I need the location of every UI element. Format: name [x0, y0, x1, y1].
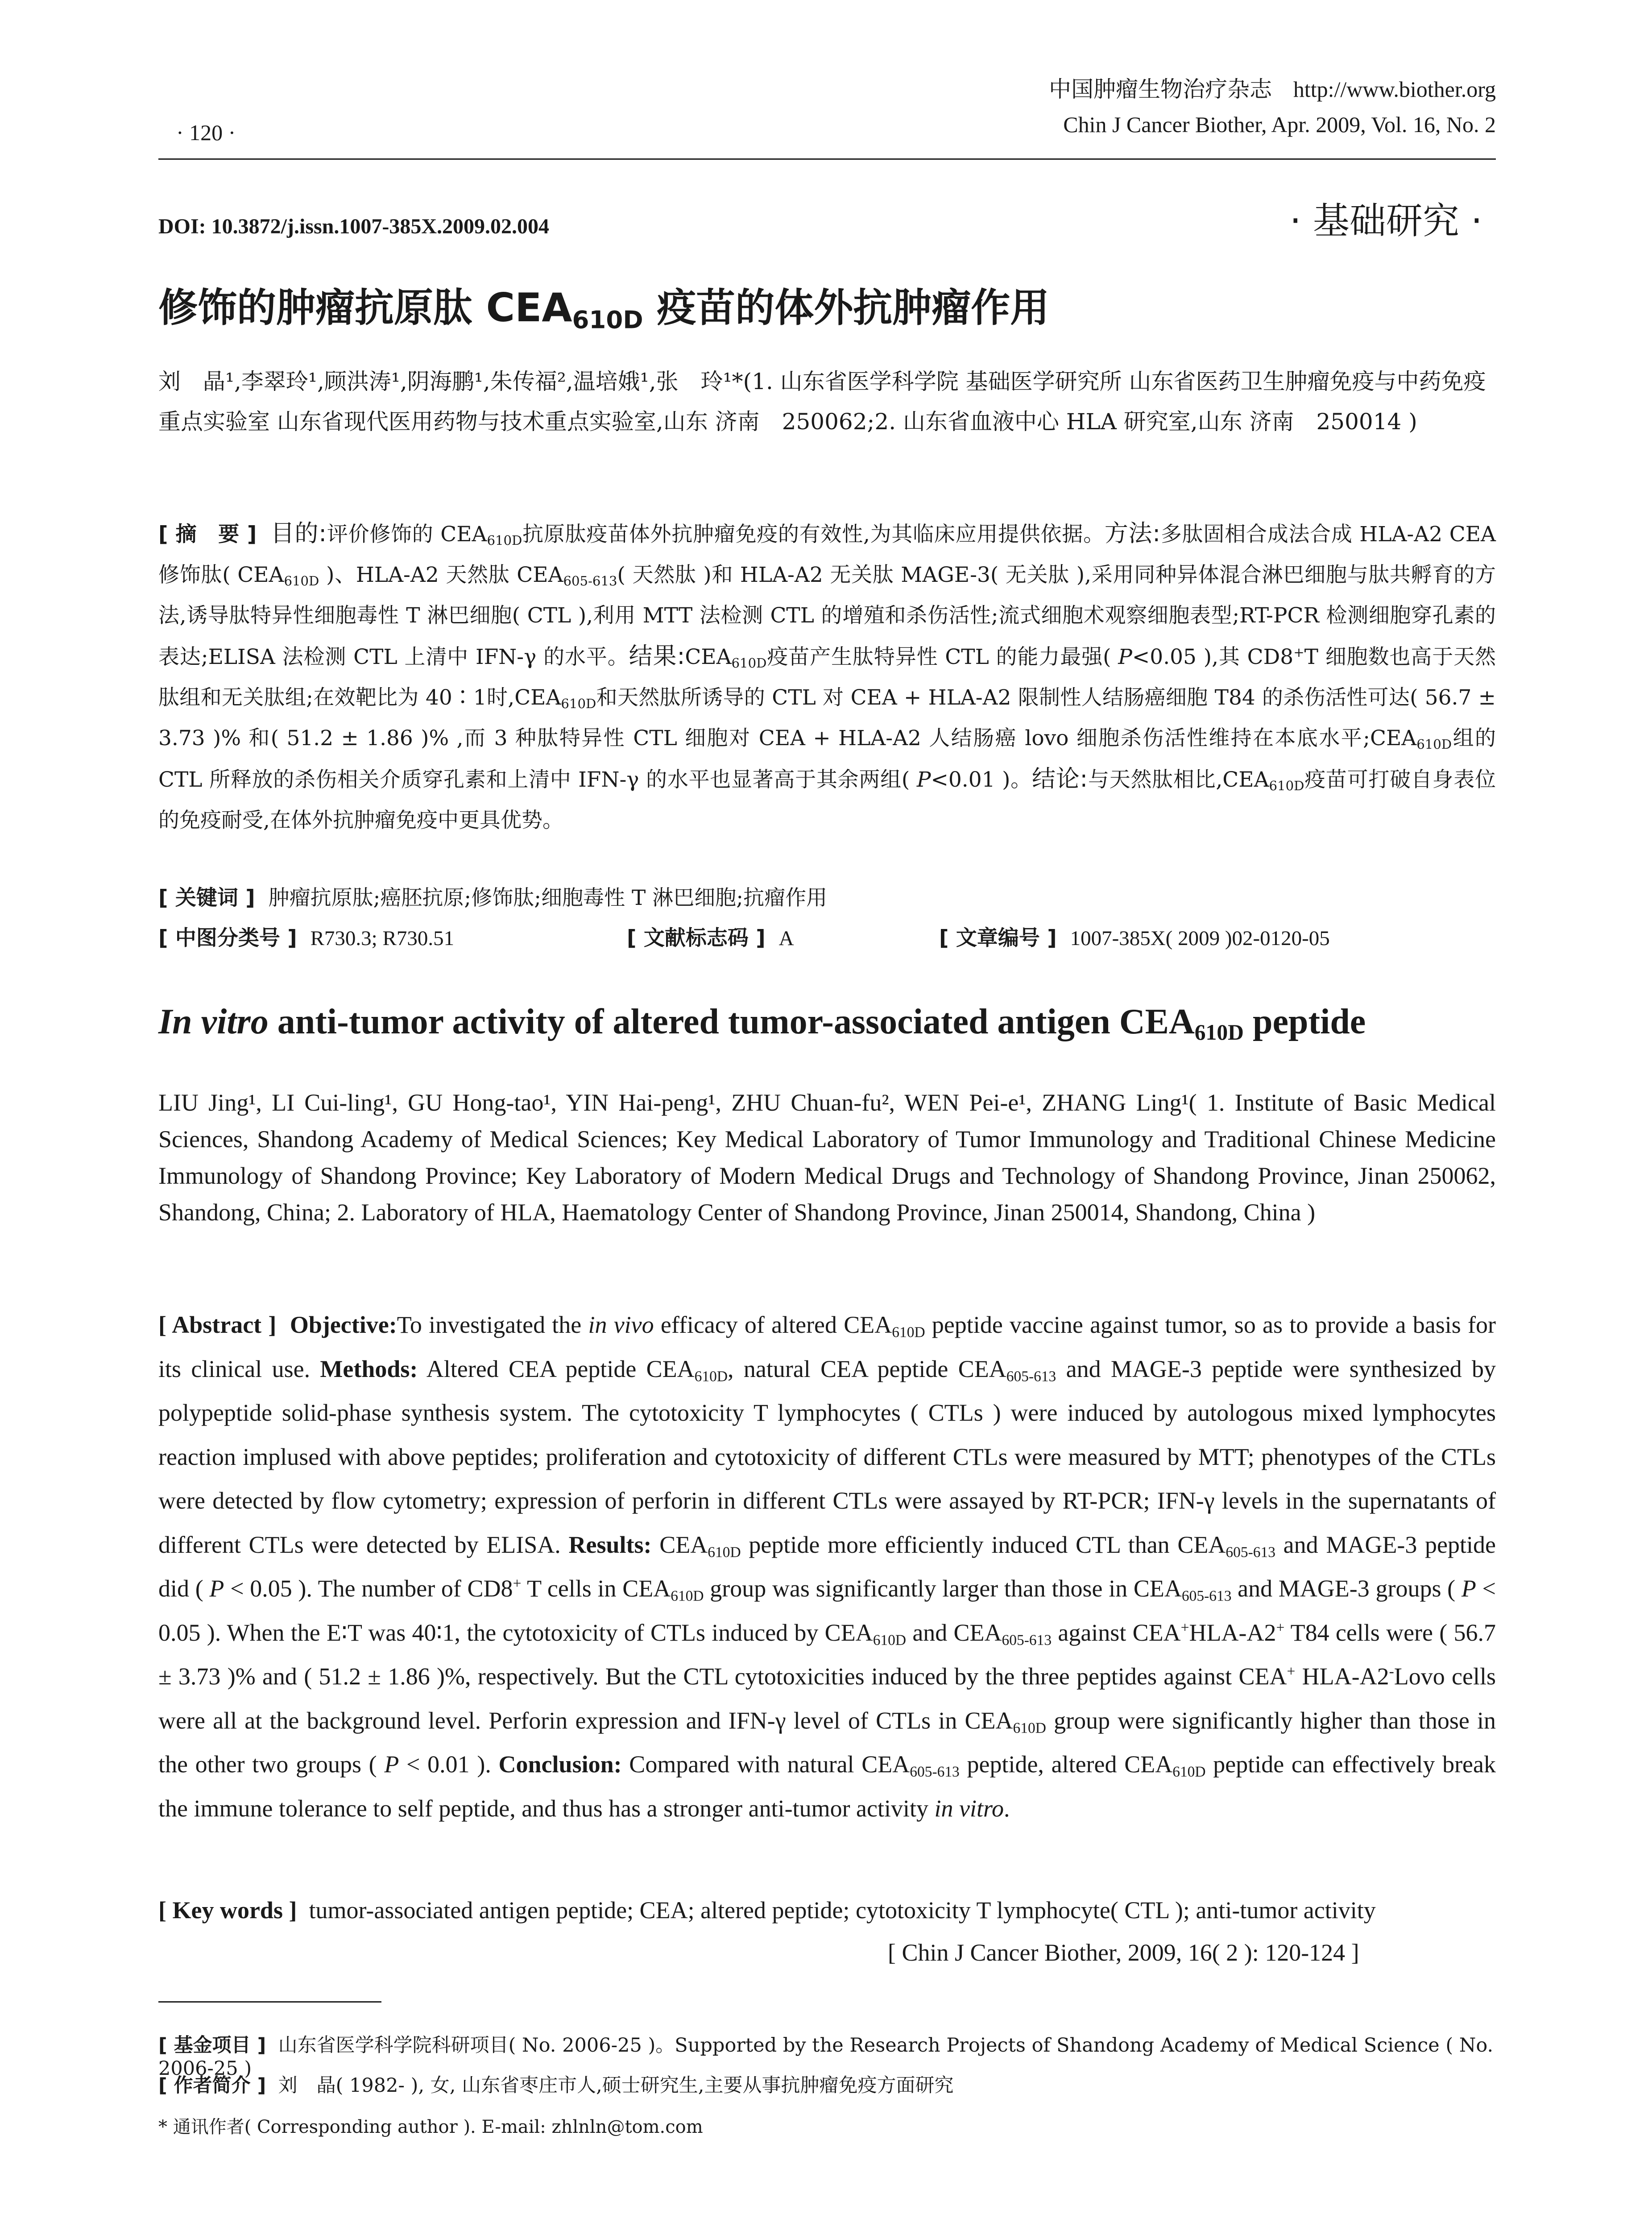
- author-bio-text: 刘 晶( 1982- ), 女, 山东省枣庄市人,硕士研究生,主要从事抗肿瘤免疫方面研究: [278, 2074, 954, 2097]
- cn-keywords-tag: [ 关键词 ]: [158, 886, 255, 910]
- page-number: · 120 ·: [176, 120, 236, 145]
- en-label-results: Results:: [568, 1531, 652, 1558]
- cn-article-value: 1007-385X( 2009 )02-0120-05: [1070, 927, 1330, 950]
- cn-keywords-text: 肿瘤抗原肽;癌胚抗原;修饰肽;细胞毒性 T 淋巴细胞;抗瘤作用: [268, 886, 828, 910]
- en-label-objective: Objective:: [290, 1311, 397, 1338]
- en-keywords-tag: [ Key words ]: [158, 1897, 297, 1924]
- cn-label-conclusion: 结论:: [1031, 765, 1088, 792]
- cn-title-suffix: 疫苗的体外抗肿瘤作用: [643, 285, 1050, 331]
- footnote-rule: [158, 2001, 381, 2003]
- en-label-conclusion: Conclusion:: [498, 1751, 622, 1778]
- journal-header-line1: [1049, 71, 1496, 104]
- en-title-italic: In vitro: [158, 1002, 269, 1041]
- footnote-corresponding: * 通讯作者( Corresponding author ). E-mail: zhlnln@tom.com: [158, 2117, 703, 2137]
- cn-label-objective: 目的:: [270, 520, 327, 547]
- footnote-author: [158, 2070, 1496, 2098]
- cn-class-value: R730.3; R730.51: [310, 927, 455, 950]
- en-title-sub: 610D: [1194, 1020, 1244, 1045]
- fund-tag: [ 基金项目 ]: [158, 2034, 266, 2057]
- cn-title: [158, 277, 1049, 333]
- cn-abstract: [ 摘 要 ] 目的:评价修饰的 $CEA_{610D}$抗原肽疫苗体外抗肿瘤免疫的有效性,为其临床应用提供依据。方法:多肽固相合成法合成 HLA-A2 CEA 修饰肽( $CEA_{610D}$ )、HLA-A2 天然肽 $CEA_{605-613}$( 天然肽 )和 HLA-A2 无关肽 MAGE-3( 无关肽 ),采用同种异体混合淋巴细胞与肽共孵育的方法,诱导肽特异性细胞毒性 T 淋巴细胞( CTL ),利用 MTT 法检测 CTL 的增殖和杀伤活性;流式细胞术观察细胞表型;RT-PCR 检测细胞穿孔素的表达;ELISA 法检测 CTL 上清中 IFN-γ 的水平。结果$:CEA_{610D}$疫苗产生肽特异性 CTL 的能力最强( P<0.05 ),其 CD8+T 细胞数也高于天然肽组和无关肽组;在效靶比为 40∶1时$,CEA_{610D}$和天然肽所诱导的 CTL 对 CEA + HLA-A2 限制性人结肠癌细胞 T84 的杀伤活性可达( 56.7 ± 3.73 )% 和( 51.2 ± 1.86 )% ,而 3 种肽特异性 CTL 细胞对 CEA + HLA-A2 人结肠癌 lovo 细胞杀伤活性维持在本底水平$;CEA_{610D}$组的 CTL 所释放的杀伤相关介质穿孔素和上清中 IFN-γ 的水平也显著高于其余两组( P<0.01 )。结论:与天然肽相比$,CEA_{610D}$疫苗可打破自身表位的免疫耐受,在体外抗肿瘤免疫中更具优势。: [158, 520, 1496, 833]
- en-keywords-text: tumor-associated antigen peptide; CEA; altered peptide; cytotoxicity T lymphocyte( CTL ); anti-tumor activity: [309, 1897, 1376, 1924]
- citation: [ Chin J Cancer Biother, 2009, 16( 2 ): 120-124 ]: [888, 1939, 1359, 1966]
- cn-doc-value: A: [778, 927, 794, 950]
- fund-text: 山东省医学科学院科研项目( No. 2006-25 )。Supported by the Research Projects of Shandong Academy of Medical Science ( No. 2006-25 ): [158, 2034, 1494, 2080]
- cn-article-tag: [ 文章编号 ]: [939, 926, 1057, 950]
- cn-authors: 刘 晶¹,李翠玲¹,顾洪涛¹,阴海鹏¹,朱传福²,温培娥¹,张 玲¹*(1. 山东省医学科学院 基础医学研究所 山东省医药卫生肿瘤免疫与中药免疫重点实验室 山东省现代医用药物与技术重点实验室,山东 济南 250062;2. 山东省血液中心 HLA 研究室,山东 济南 250014 ): [158, 369, 1486, 435]
- cn-title-sub: 610D: [572, 305, 643, 334]
- cn-title-prefix: 修饰的肿瘤抗原肽 CEA: [158, 285, 572, 331]
- en-title-end: peptide: [1243, 1002, 1366, 1041]
- journal-name-cn: 中国肿瘤生物治疗杂志: [1049, 76, 1272, 102]
- cn-class-tag: [ 中图分类号 ]: [158, 926, 297, 950]
- journal-url: http://www.biother.org: [1293, 77, 1496, 102]
- header-rule: [158, 158, 1496, 160]
- cn-keywords: [158, 881, 827, 911]
- cn-doc-tag: [ 文献标志码 ]: [627, 926, 766, 950]
- cn-abstract-tag: [ 摘 要 ]: [158, 522, 257, 547]
- cn-label-results: 结果:: [629, 643, 685, 670]
- en-authors: LIU Jing¹, LI Cui-ling¹, GU Hong-tao¹, YIN Hai-peng¹, ZHU Chuan-fu², WEN Pei-e¹, ZHANG Ling¹( 1. Institute of Basic Medical Sciences, Shandong Academy of Medical Sciences; Key Medical Laboratory of Tumor Immunology and Traditional Chinese Medicine Immunology of Shandong Province; Key Laboratory of Modern Medical Drugs and Technology of Shandong Province, Jinan 250062, Shandong, China; 2. Laboratory of HLA, Haematology Center of Shandong Province, Jinan 250014, Shandong, China ): [158, 1089, 1496, 1226]
- journal-header-line2: Chin J Cancer Biother, Apr. 2009, Vol. 16, No. 2: [1063, 112, 1496, 137]
- en-keywords: [158, 1896, 1496, 1924]
- column-label: · 基础研究 ·: [1289, 200, 1482, 242]
- en-label-methods: Methods:: [320, 1355, 418, 1382]
- doi: DOI: 10.3872/j.issn.1007-385X.2009.02.004: [158, 215, 550, 238]
- cn-classification: [158, 921, 1496, 951]
- en-title: [158, 1002, 1366, 1045]
- cn-label-methods: 方法:: [1104, 520, 1161, 547]
- en-abstract: [ Abstract ] Objective:To investigated the in vivo efficacy of altered $CEA_{610D}$ peptide vaccine against tumor, so as to provide a basis for its clinical use. Methods: Altered CEA peptide $CEA_{610D}$, natural CEA peptide $CEA_{605-613}$ and MAGE-3 peptide were synthesized by polypeptide solid-phase synthesis system. The cytotoxicity T lymphocytes ( CTLs ) were induced by autologous mixed lymphocytes reaction implused with above peptides; proliferation and cytotoxicity of different CTLs were measured by MTT; phenotypes of the CTLs were detected by flow cytometry; expression of perforin in different CTLs were assayed by RT-PCR; IFN-γ levels in the supernatants of different CTLs were detected by ELISA. Results: $CEA_{610D}$ peptide more efficiently induced CTL than $CEA_{605-613}$ and MAGE-3 peptide did ( P < 0.05 ). The number of CD8+ T cells in $CEA_{610D}$ group was significantly larger than those in $CEA_{605-613}$ and MAGE-3 groups ( P < 0.05 ). When the E∶T was 40∶1, the cytotoxicity of CTLs induced by $CEA_{610D}$ and $CEA_{605-613}$ against CEA+HLA-A2+ T84 cells were ( 56.7 ± 3.73 )% and ( 51.2 ± 1.86 )%, respectively. But the CTL cytotoxicities induced by the three peptides against CEA+ HLA-A2-Lovo cells were all at the background level. Perforin expression and IFN-γ level of CTLs in $CEA_{610D}$ group were significantly higher than those in the other two groups ( P < 0.01 ). Conclusion: Compared with natural $CEA_{605-613}$ peptide, altered $CEA_{610D}$ peptide can effectively break the immune tolerance to self peptide, and thus has a stronger anti-tumor activity in vitro.: [158, 1311, 1496, 1822]
- en-abstract-tag: [ Abstract ]: [158, 1311, 277, 1338]
- author-bio-tag: [ 作者简介 ]: [158, 2074, 266, 2097]
- en-title-main: anti-tumor activity of altered tumor-associated antigen CEA: [268, 1002, 1195, 1041]
